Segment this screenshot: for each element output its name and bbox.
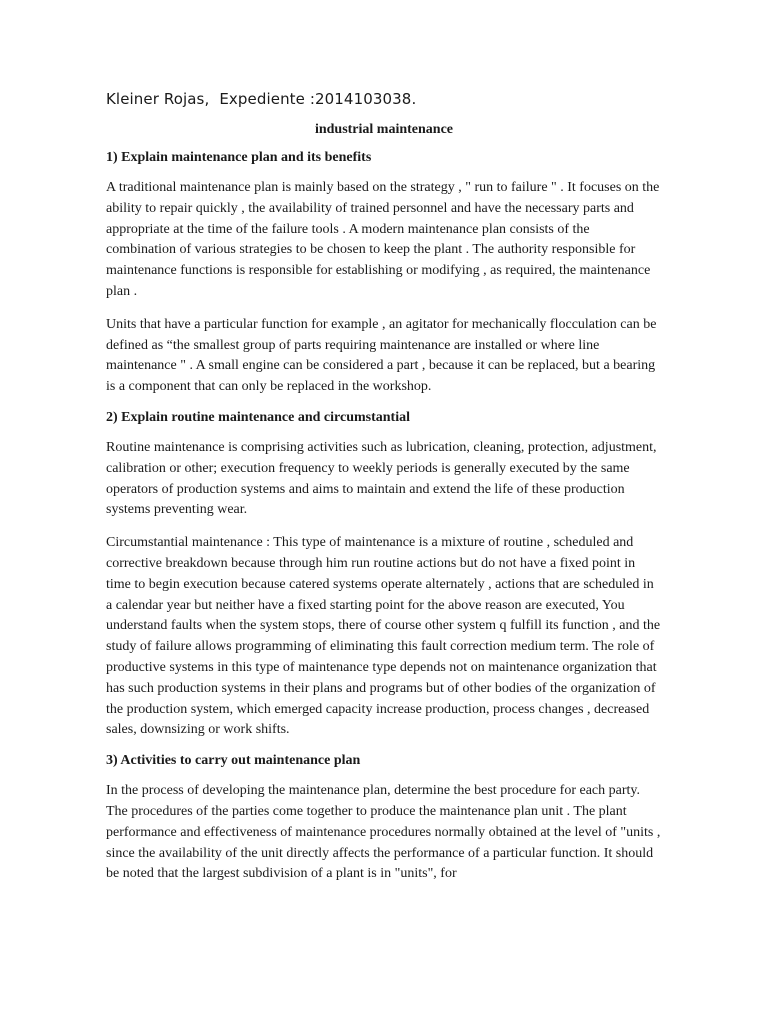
section-3-paragraph-1: In the process of developing the maintenance plan, determine the best procedure for each party. The procedures of the parties come together to produce the maintenance plan unit . The plant performance and effectiveness of maintenance procedures normally obtained at the level of "units , since the availability of the unit directly affects the performance of a particular function. It should be noted that the largest subdivision of a plant is in "units", for [106, 783, 661, 882]
author-line [106, 90, 662, 108]
section-3-heading: 3) Activities to carry out maintenance plan [106, 753, 361, 769]
expediente-number: Expediente :2014103038. [219, 90, 417, 108]
section-2-paragraph-2: Circumstantial maintenance : This type of maintenance is a mixture of routine , scheduled and corrective breakdown because through him run routine actions but do not have a fixed point in time to begin execution because catered systems operate alternately , actions that are scheduled in a calendar year but neither have a fixed starting point for the above reason are executed, You understand faults when the system stops, there of course other system q fulfill its function , and the study of failure allows programming of eliminating this fault correction medium term. The role of productive systems in this type of maintenance type depends not on maintenance organization that has such production systems in their plans and programs but of other bodies of the organization of the production system, which emerged capacity increase production, process changes , decreased sales, downsizing or work shifts. [106, 535, 661, 738]
document-title: industrial maintenance [314, 122, 454, 137]
section-1-heading: 1) Explain maintenance plan and its benefits [106, 150, 372, 165]
author-name: Kleiner Rojas, [106, 90, 210, 108]
section-1-paragraph-2: Units that have a particular function for example , an agitator for mechanically flocculation can be defined as “the smallest group of parts requiring maintenance are installed or where line maintenance " . A small engine can be considered a part , because it can be replaced, but a bearing is a component that can only be replaced in the workshop. [106, 316, 657, 395]
section-2-paragraph-1: Routine maintenance is comprising activities such as lubrication, cleaning, protection, adjustment, calibration or other; execution frequency to weekly periods is generally executed by the same operators of production systems and aims to maintain and extend the life of these production systems preventing wear. [106, 439, 657, 518]
section-2-heading: 2) Explain routine maintenance and circumstantial [106, 409, 411, 425]
section-1-paragraph-1: A traditional maintenance plan is mainly based on the strategy , " run to failure " . It focuses on the ability to repair quickly , the availability of trained personnel and have the necessary parts and appropriate at the time of the failure tools . A modern maintenance plan consists of the combination of various strategies to be chosen to keep the plant . The authority responsible for maintenance functions is responsible for establishing or modifying , as required, the maintenance plan . [106, 180, 660, 299]
